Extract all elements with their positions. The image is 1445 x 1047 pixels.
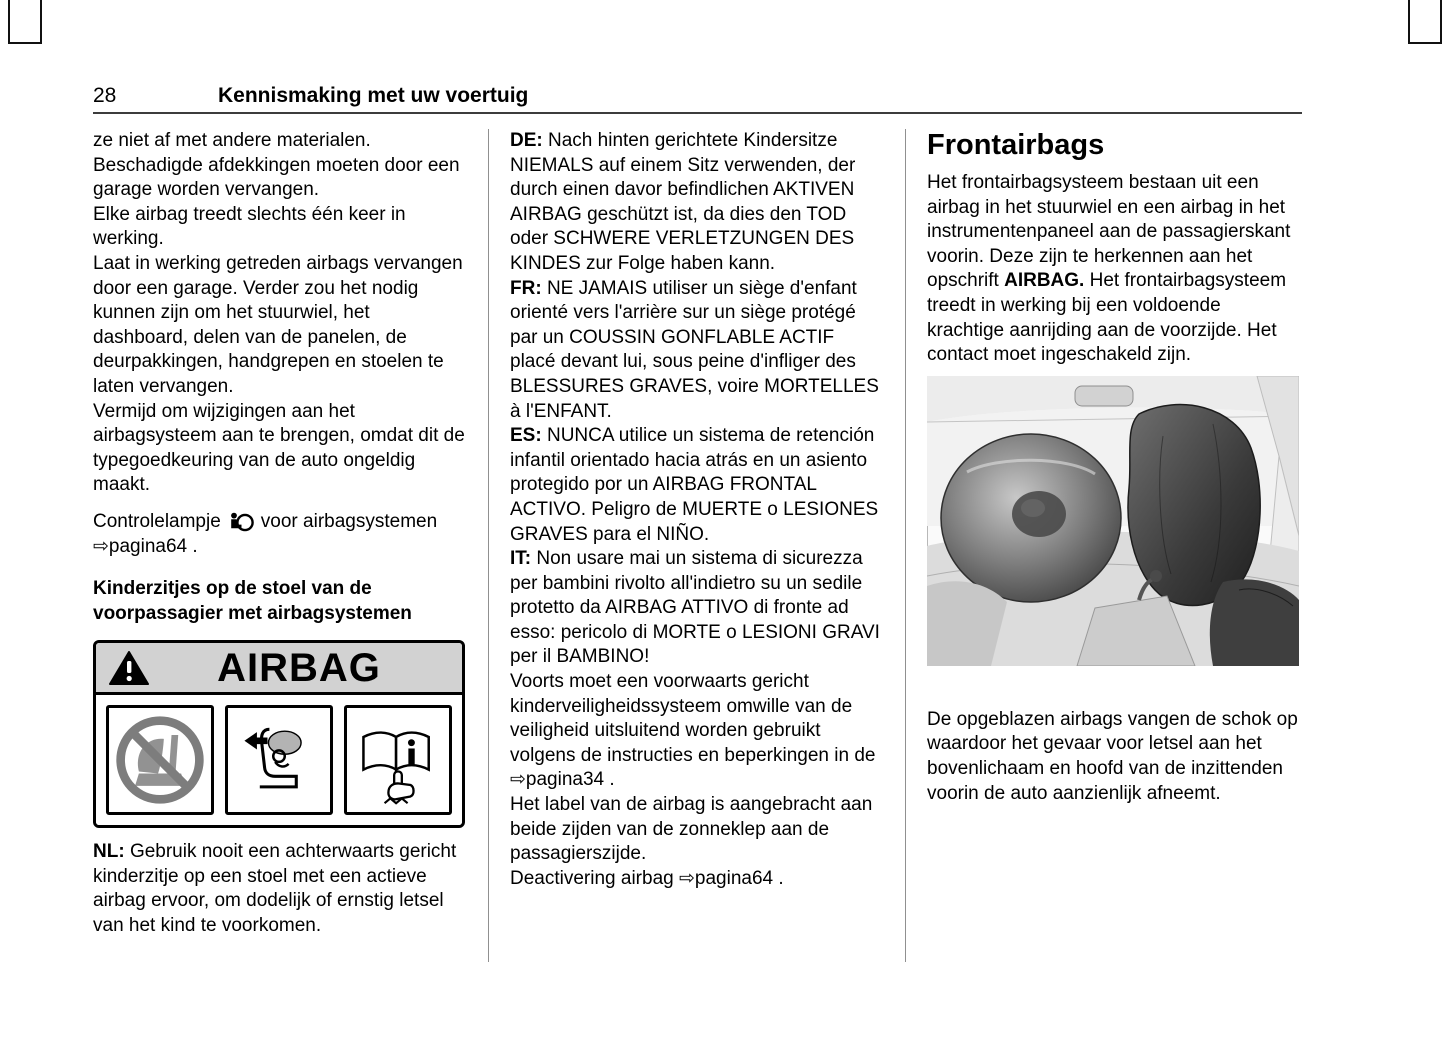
column-divider [905,129,906,962]
language-note-text: Non usare mai un sistema di sicurezza per bambini rivolto all'indietro su un sedile protetto da AIRBAG ATTIVO di fronte ad esso: pericolo di MORTE o LESIONI GRAVI per il BAMBINO! [510,548,880,668]
deactivation-text: Deactivering airbag [510,867,679,889]
airbag-label-title: AIRBAG [217,645,381,690]
airbag-label-band [96,643,462,695]
header-rule [93,112,1302,114]
language-note-de [510,129,884,277]
frontairbags-bold-word: AIRBAG. [1004,270,1085,292]
forward-facing-paragraph [510,670,884,793]
airbag-warning-label [93,640,465,828]
nl-note-text: Gebruik nooit een achterwaarts gericht kinderzitje op een stoel met een actieve airbag ervoor, om dodelijk of ernstig letsel van het kind te voorkomen. [93,841,457,937]
intro-paragraph: Vermijd om wijzigingen aan het airbagsysteem aan te brengen, omdat dit de typegoedkeuring van de auto ongeldig maakt. [93,400,465,496]
page-ref-link[interactable]: ⇨pagina34 . [510,769,615,791]
deactivation-paragraph [510,867,884,892]
frontairbags-text-2: Het frontairbagsysteem treedt in werking bij een voldoende krachtige aanrijding aan de voorzijde. Het contact moet ingeschakeld zijn. [927,270,1287,366]
print-registration-mark-right [1408,0,1442,44]
label-location-paragraph: Het label van de airbag is aangebracht aan beide zijden van de zonneklep aan de passagierszijde. [510,794,873,865]
no-rear-facing-child-seat-icon [106,705,214,815]
warning-triangle-icon [108,649,150,687]
language-note-label: FR: [510,277,542,299]
forward-facing-text: Voorts moet een voorwaarts gericht kinderveiligheidssysteem omwille van de veiligheid uitsluitend worden gebruikt volgens de instructies en beperkingen in de [510,671,876,766]
print-registration-mark-left [8,0,42,44]
page-number: 28 [93,84,117,107]
language-note-text: NE JAMAIS utiliser un siège d'enfant orienté vers l'arrière sur un siège protégé par un COUSSIN GONFLABLE ACTIF placé devant lui, sous peine d'infliger des BLESSURES GRAVES, voire MORTELLES à l'ENFANT. [510,277,879,422]
intro-paragraph: ze niet af met andere materialen. [93,130,371,151]
intro-paragraph: Laat in werking getreden airbags vervangen door een garage. Verder zou het nodig kunnen zijn om het stuurwiel, het dashboard, delen van de panelen, de deurpakkingen, handgrepen en stoelen te laten vervangen. [93,252,463,397]
nl-note-label: NL: [93,841,125,863]
chapter-title: Kennismaking met uw voertuig [218,84,529,107]
language-note-label: IT: [510,548,532,570]
language-note-fr [510,277,884,425]
column-middle [510,129,884,962]
frontairbags-paragraph [927,171,1301,368]
child-seat-airbag-deploy-icon [225,705,333,815]
intro-paragraph: Elke airbag treedt slechts één keer in werking. [93,203,406,250]
page-ref-line [93,535,467,560]
page-ref-link[interactable]: ⇨pagina64 . [93,535,198,557]
language-note-label: DE: [510,130,543,151]
language-note-es [510,424,884,547]
control-lamp-line [93,510,467,535]
frontairbags-heading: Frontairbags [927,129,1105,161]
page-ref-link[interactable]: ⇨pagina64 . [678,867,784,889]
language-note-it [510,547,884,670]
content-columns [93,129,1302,962]
control-lamp-text-before: Controlelampje [93,510,221,532]
language-note-text: NUNCA utilice un sistema de retención infantil orientado hacia atrás en un asiento protegido por un AIRBAG FRONTAL ACTIVO. Peligro de MUERTE o LESIONES GRAVES para el NIÑO. [510,425,879,545]
manual-reference-icon [344,705,452,815]
frontairbags-text-1: Het frontairbagsysteem bestaan uit een airbag in het stuurwiel en een airbag in het instrumentenpaneel aan de passagierskant voorin. Deze zijn te herkennen aan het opschrift [927,172,1291,292]
column-divider [488,129,489,962]
nl-note [93,840,467,938]
airbag-indicator-icon [227,511,255,533]
control-lamp-text-after: voor airbagsystemen [260,510,438,532]
closing-paragraph: De opgeblazen airbags vangen de schok op waardoor het gevaar voor letsel aan het bovenlichaam en hoofd van de inzittenden voorin de auto aanzienlijk afneemt. [927,708,1298,804]
kinderzitjes-subheading: Kinderzitjes op de stoel van de voorpassagier met airbagsystemen [93,578,412,624]
column-left [93,129,467,962]
frontairbags-illustration [927,376,1299,666]
language-note-text: Nach hinten gerichtete Kindersitze NIEMALS auf einem Sitz verwenden, der durch einen davor befindlichen AKTIVEN AIRBAG geschützt ist, da dies den TOD oder SCHWERE VERLETZUNGEN DES KINDES zur Folge haben kann. [510,130,856,274]
intro-paragraph: Beschadigde afdekkingen moeten door een garage worden vervangen. [93,154,460,201]
language-note-label: ES: [510,425,542,447]
column-right [927,129,1301,962]
airbag-label-panels [96,695,462,825]
